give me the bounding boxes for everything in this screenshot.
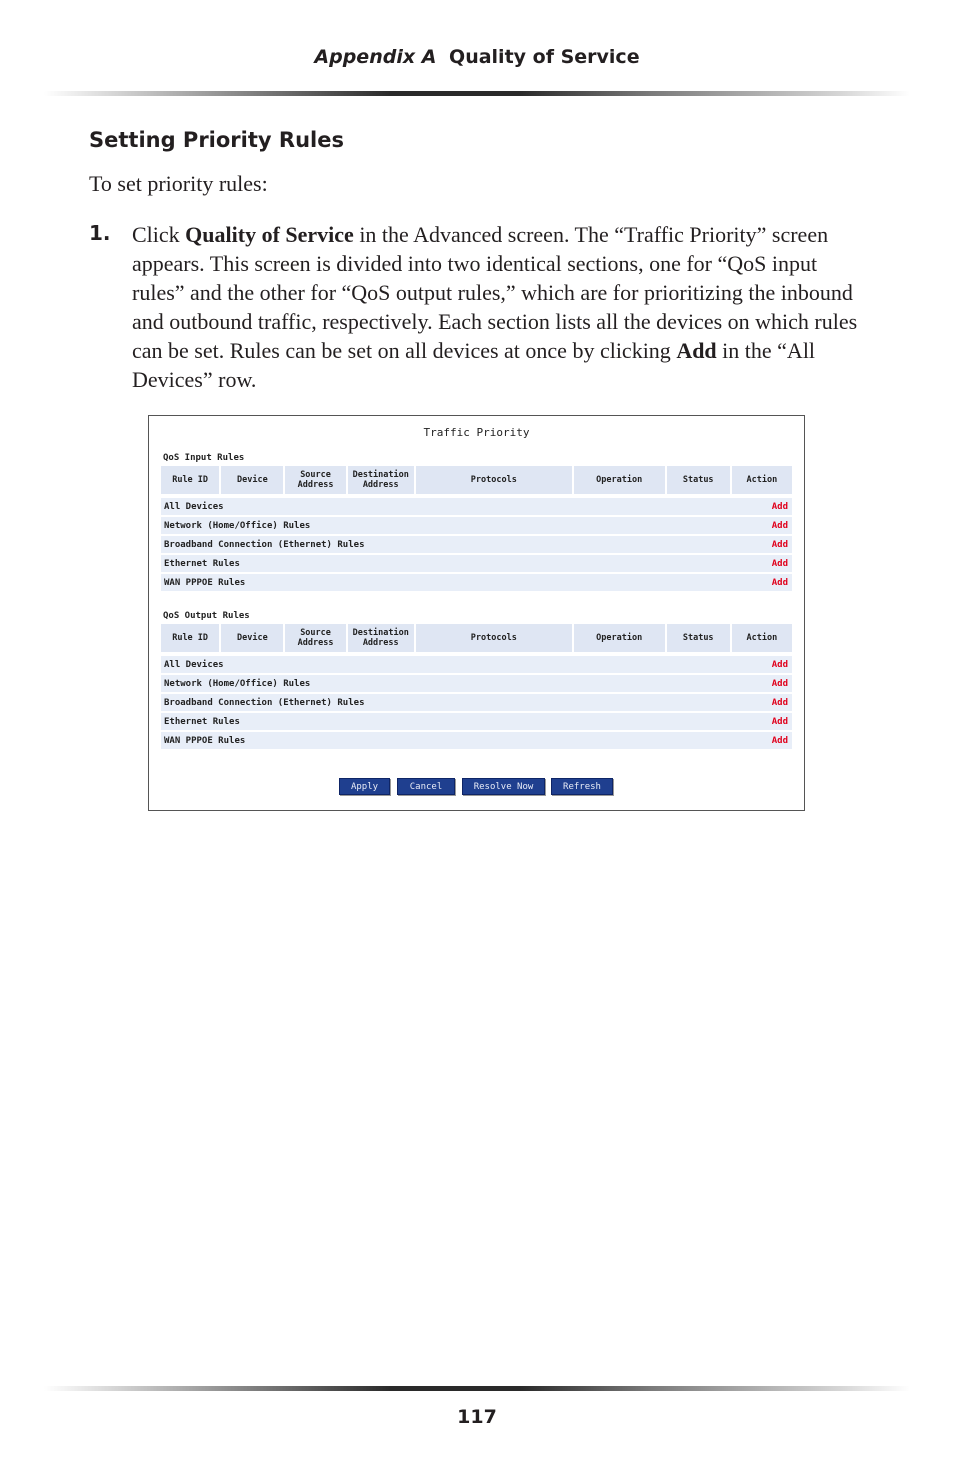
apply-button[interactable]: Apply xyxy=(339,778,390,795)
header-rule xyxy=(44,91,910,96)
row-label: WAN PPPOE Rules xyxy=(164,577,246,588)
add-link[interactable]: Add xyxy=(771,678,788,689)
table-row xyxy=(161,713,792,730)
step-text-bold: Quality of Service xyxy=(185,222,354,247)
page-number: 117 xyxy=(457,1406,497,1428)
row-label: Broadband Connection (Ethernet) Rules xyxy=(164,697,365,708)
footer-rule xyxy=(44,1386,910,1391)
step-text-part: in the Advanced screen. The “Traffic Priority” screen appears. This screen is divided into two identical sections, one for “QoS input rules” and the other for “QoS output rules,” which are for prioritizing the inbound and outbound traffic, respectively. Each section lists all the devices on which rules can be set. Rules can be set on all devices at once by clicking xyxy=(132,222,858,363)
table-row xyxy=(161,732,792,749)
step-text-part: in the “All Devices” row. xyxy=(132,338,816,392)
section-title: Setting Priority Rules xyxy=(89,128,344,152)
column-header: Device xyxy=(221,624,285,652)
screen-title: Traffic Priority xyxy=(423,426,530,439)
add-link[interactable]: Add xyxy=(771,558,788,569)
qos-input-rules-table xyxy=(161,466,792,591)
running-header xyxy=(0,46,954,68)
table-header xyxy=(161,466,792,494)
column-header: Protocols xyxy=(416,466,574,494)
row-label: All Devices xyxy=(164,501,224,512)
row-label: WAN PPPOE Rules xyxy=(164,735,246,746)
row-label: All Devices xyxy=(164,659,224,670)
appendix-label: Appendix A xyxy=(314,46,437,68)
qos-input-rules-label: QoS Input Rules xyxy=(163,453,245,463)
table-row xyxy=(161,574,792,591)
column-header: Rule ID xyxy=(161,624,221,652)
intro-text: To set priority rules: xyxy=(89,171,268,196)
table-row xyxy=(161,656,792,673)
row-label: Ethernet Rules xyxy=(164,716,240,727)
traffic-priority-screenshot xyxy=(148,415,805,811)
table-row xyxy=(161,498,792,515)
column-header: Status xyxy=(667,466,732,494)
table-header xyxy=(161,624,792,652)
cancel-button[interactable]: Cancel xyxy=(397,778,455,795)
resolve-now-button[interactable]: Resolve Now xyxy=(462,778,545,795)
column-header: Destination Address xyxy=(348,466,416,494)
row-label: Network (Home/Office) Rules xyxy=(164,678,311,689)
add-link[interactable]: Add xyxy=(771,716,788,727)
row-label: Network (Home/Office) Rules xyxy=(164,520,311,531)
column-header: Source Address xyxy=(285,466,347,494)
column-header: Operation xyxy=(574,466,667,494)
qos-output-rules-label: QoS Output Rules xyxy=(163,611,250,621)
column-header: Source Address xyxy=(285,624,347,652)
column-header: Operation xyxy=(574,624,667,652)
step-text xyxy=(132,220,872,394)
row-label: Ethernet Rules xyxy=(164,558,240,569)
column-header: Destination Address xyxy=(348,624,416,652)
table-row xyxy=(161,555,792,572)
add-link[interactable]: Add xyxy=(771,577,788,588)
step-text-part: Click xyxy=(132,222,186,247)
table-row xyxy=(161,675,792,692)
step-text-bold: Add xyxy=(676,338,717,363)
add-link[interactable]: Add xyxy=(771,520,788,531)
column-header: Protocols xyxy=(416,624,574,652)
qos-output-rules-table xyxy=(161,624,792,749)
add-link[interactable]: Add xyxy=(771,539,788,550)
add-link[interactable]: Add xyxy=(771,659,788,670)
add-link[interactable]: Add xyxy=(771,501,788,512)
add-link[interactable]: Add xyxy=(771,735,788,746)
add-link[interactable]: Add xyxy=(771,697,788,708)
table-row xyxy=(161,694,792,711)
column-header: Device xyxy=(221,466,285,494)
column-header: Action xyxy=(732,624,792,652)
row-label: Broadband Connection (Ethernet) Rules xyxy=(164,539,365,550)
table-row xyxy=(161,517,792,534)
column-header: Action xyxy=(732,466,792,494)
column-header: Rule ID xyxy=(161,466,221,494)
refresh-button[interactable]: Refresh xyxy=(551,778,613,795)
column-header: Status xyxy=(667,624,732,652)
table-row xyxy=(161,536,792,553)
chapter-title: Quality of Service xyxy=(449,46,640,68)
step-number: 1. xyxy=(89,221,111,245)
